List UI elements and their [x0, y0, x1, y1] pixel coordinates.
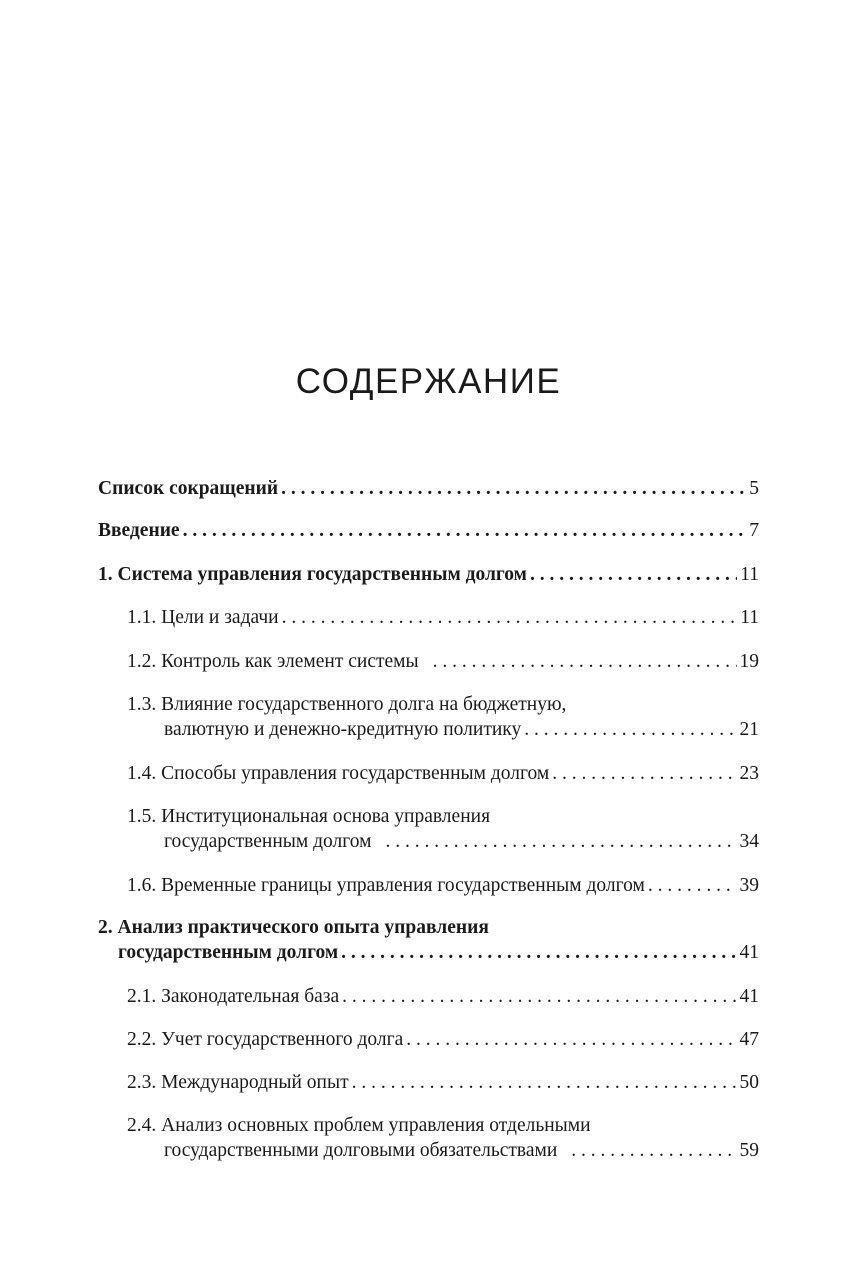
- dot-leader: [183, 518, 747, 543]
- toc-section-number: 2.2.: [127, 1029, 157, 1050]
- toc-section-number: 2.4.: [127, 1115, 157, 1136]
- dot-leader: [530, 562, 737, 587]
- dot-leader: [352, 1070, 737, 1095]
- toc-section-2-1[interactable]: [98, 984, 759, 1009]
- toc-page-number: 19: [739, 651, 759, 672]
- toc-section-1-3[interactable]: [98, 692, 759, 742]
- dot-leader: [552, 761, 736, 786]
- toc-section-1-4[interactable]: [98, 761, 759, 786]
- toc-entry-label-line1: Институциональная основа управления: [161, 806, 491, 827]
- toc-page-number: 21: [739, 719, 759, 740]
- toc-entry-label: 1. Система управления государственным долгом: [98, 564, 527, 585]
- dot-leader: [433, 649, 737, 674]
- toc-page-number: 34: [739, 831, 759, 852]
- toc-section-1-5[interactable]: [98, 804, 759, 854]
- toc-page-number: 11: [740, 564, 759, 585]
- dot-leader: [385, 829, 736, 854]
- toc-section-number: 1.6.: [127, 875, 157, 896]
- toc-page-number: 23: [739, 763, 759, 784]
- toc-entry-label: Введение: [98, 520, 180, 541]
- toc-entry-label-line2: государственными долговыми обязательствами: [164, 1140, 558, 1161]
- toc-entry-label: Контроль как элемент системы: [161, 651, 419, 672]
- toc-entry-label: Учет государственного долга: [161, 1029, 404, 1050]
- dot-leader: [648, 873, 737, 898]
- toc-entry-label-line2: государственным долгом: [164, 831, 372, 852]
- toc-entry-introduction[interactable]: [98, 518, 759, 543]
- toc-section-number: 1.2.: [127, 651, 157, 672]
- dot-leader: [406, 1027, 736, 1052]
- dot-leader: [281, 476, 746, 501]
- toc-entry-label-line2: государственным долгом: [118, 942, 339, 963]
- toc-page-number: 11: [740, 607, 759, 628]
- toc-section-number: 1.1.: [127, 607, 157, 628]
- toc-entry-label: Законодательная база: [161, 986, 340, 1007]
- dot-leader: [282, 605, 738, 630]
- toc-page-number: 50: [739, 1072, 759, 1093]
- toc-section-number: 1.4.: [127, 763, 157, 784]
- toc-entry-label: Способы управления государственным долгом: [161, 763, 550, 784]
- dot-leader: [341, 940, 736, 965]
- dot-leader: [571, 1138, 736, 1163]
- toc-entry-label: Международный опыт: [161, 1072, 349, 1093]
- toc-page-number: 59: [739, 1140, 759, 1161]
- toc-entry-label-line1: 2. Анализ практического опыта управления: [98, 917, 489, 938]
- dot-leader: [524, 717, 736, 742]
- toc-entry-label-line1: Анализ основных проблем управления отдельными: [161, 1115, 591, 1136]
- toc-chapter-1[interactable]: [98, 562, 759, 587]
- toc-entry-label-line2: валютную и денежно-кредитную политику: [164, 719, 522, 740]
- toc-entry-abbreviations[interactable]: [98, 476, 759, 501]
- toc-page-number: 5: [749, 478, 759, 499]
- toc-entry-label: Цели и задачи: [161, 607, 279, 628]
- toc-chapter-2[interactable]: [98, 915, 759, 965]
- toc-entry-label: Временные границы управления государственным долгом: [161, 875, 645, 896]
- toc-page-number: 7: [749, 520, 759, 541]
- toc-section-number: 1.5.: [127, 806, 157, 827]
- toc-page-number: 39: [739, 875, 759, 896]
- toc-section-number: 1.3.: [127, 694, 157, 715]
- toc-page-number: 41: [739, 942, 759, 963]
- toc-section-1-1[interactable]: [98, 605, 759, 630]
- toc-section-1-6[interactable]: [98, 873, 759, 898]
- toc-section-number: 2.3.: [127, 1072, 157, 1093]
- toc-section-1-2[interactable]: [98, 649, 759, 674]
- toc-section-2-4[interactable]: [98, 1113, 759, 1163]
- toc-section-number: 2.1.: [127, 986, 157, 1007]
- toc-page-number: 47: [739, 1029, 759, 1050]
- toc-page-number: 41: [739, 986, 759, 1007]
- dot-leader: [342, 984, 736, 1009]
- page-title: СОДЕРЖАНИЕ: [295, 362, 562, 401]
- toc-entry-label-line1: Влияние государственного долга на бюджетную,: [161, 694, 567, 715]
- toc-section-2-2[interactable]: [98, 1027, 759, 1052]
- toc-entry-label: Список сокращений: [98, 478, 279, 499]
- toc-section-2-3[interactable]: [98, 1070, 759, 1095]
